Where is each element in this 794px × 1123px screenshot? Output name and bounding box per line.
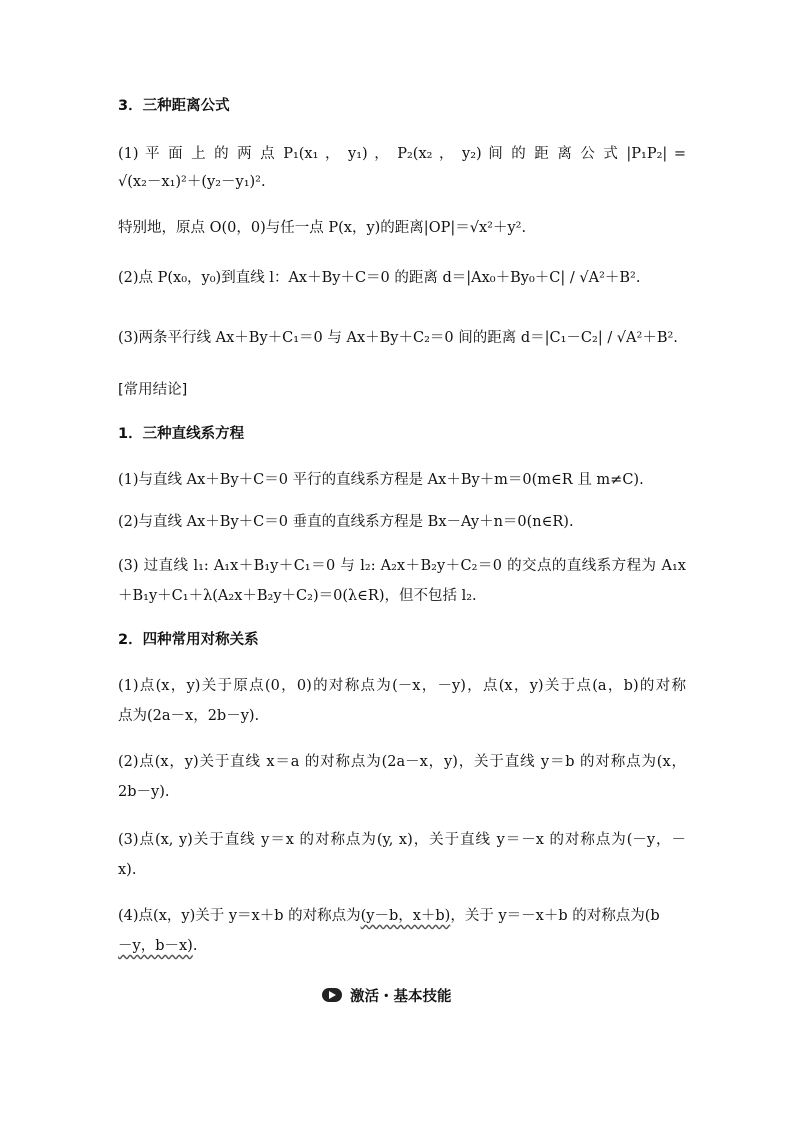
line-system-perpendicular: (2)与直线 Ax＋By＋C＝0 垂直的直线系方程是 Bx－Ay＋n＝0(n∈R). <box>118 514 574 530</box>
symmetry-diagonal-line1: (3)点(x, y)关于直线 y＝x 的对称点为(y, x)，关于直线 y＝－x 的对称点为(－y，－ <box>118 832 686 848</box>
section-heading-line-systems: 1．三种直线系方程 <box>118 426 245 442</box>
symmetry-offset-emphasis-a: (y－b，x＋b) <box>360 908 451 924</box>
symmetry-vertical-horizontal-line2: 2b－y). <box>118 784 170 800</box>
formula-origin-distance: 特别地，原点 O(0，0)与任一点 P(x，y)的距离|OP|＝√x²＋y². <box>118 220 527 236</box>
formula-two-point-distance-line1: (1) 平 面 上 的 两 点 P₁(x₁ ， y₁) ， P₂(x₂ ， y₂) 间 的 距 离 公 式 |P₁P₂| = <box>118 146 686 162</box>
symmetry-offset-text-b: ，关于 y＝－x＋b 的对称点为(b <box>450 908 660 924</box>
symmetry-offset-text-a: (4)点(x，y)关于 y＝x＋b 的对称点为 <box>118 908 361 924</box>
formula-parallel-lines-distance: (3)两条平行线 Ax＋By＋C₁＝0 与 Ax＋By＋C₂＝0 间的距离 d＝|C₁－C₂| / √A²＋B². <box>118 330 678 346</box>
symmetry-vertical-horizontal-line1: (2)点(x，y)关于直线 x＝a 的对称点为(2a－x，y)，关于直线 y＝b 的对称点为(x， <box>118 754 686 770</box>
symmetry-diagonal-line2: x). <box>118 862 137 878</box>
line-system-intersection-line1: (3) 过直线 l₁: A₁x＋B₁y＋C₁＝0 与 l₂: A₂x＋B₂y＋C₂＝0 的交点的直线系方程为 A₁x <box>118 558 686 574</box>
formula-point-line-distance: (2)点 P(x₀，y₀)到直线 l：Ax＋By＋C＝0 的距离 d＝|Ax₀＋By₀＋C| / √A²＋B². <box>118 270 641 286</box>
formula-two-point-distance-line2: √(x₂－x₁)²＋(y₂－y₁)². <box>118 174 266 190</box>
symmetry-offset-emphasis-b: －y，b－x) <box>118 938 193 954</box>
symmetry-offset-end: . <box>192 938 198 954</box>
section-banner-basic-skills <box>322 984 452 1006</box>
line-system-intersection-line2: ＋B₁y＋C₁＋λ(A₂x＋B₂y＋C₂)＝0(λ∈R)，但不包括 l₂. <box>118 588 477 604</box>
symmetry-point-line2: 点为(2a－x，2b－y). <box>118 708 260 724</box>
symmetry-offset-line2 <box>118 936 686 956</box>
symmetry-point-line1: (1)点(x，y)关于原点(0，0)的对称点为(－x，－y)，点(x，y)关于点(a，b)的对称 <box>118 678 686 694</box>
play-icon <box>322 988 342 1002</box>
symmetry-offset-line1 <box>118 906 686 926</box>
section-heading-distance-formulas: 3．三种距离公式 <box>118 98 230 114</box>
section-heading-symmetry: 2．四种常用对称关系 <box>118 632 259 648</box>
line-system-parallel: (1)与直线 Ax＋By＋C＝0 平行的直线系方程是 Ax＋By＋m＝0(m∈R 且 m≠C). <box>118 472 644 488</box>
common-conclusions-tag: [常用结论] <box>118 382 188 398</box>
banner-label: 激活・基本技能 <box>350 988 452 1005</box>
